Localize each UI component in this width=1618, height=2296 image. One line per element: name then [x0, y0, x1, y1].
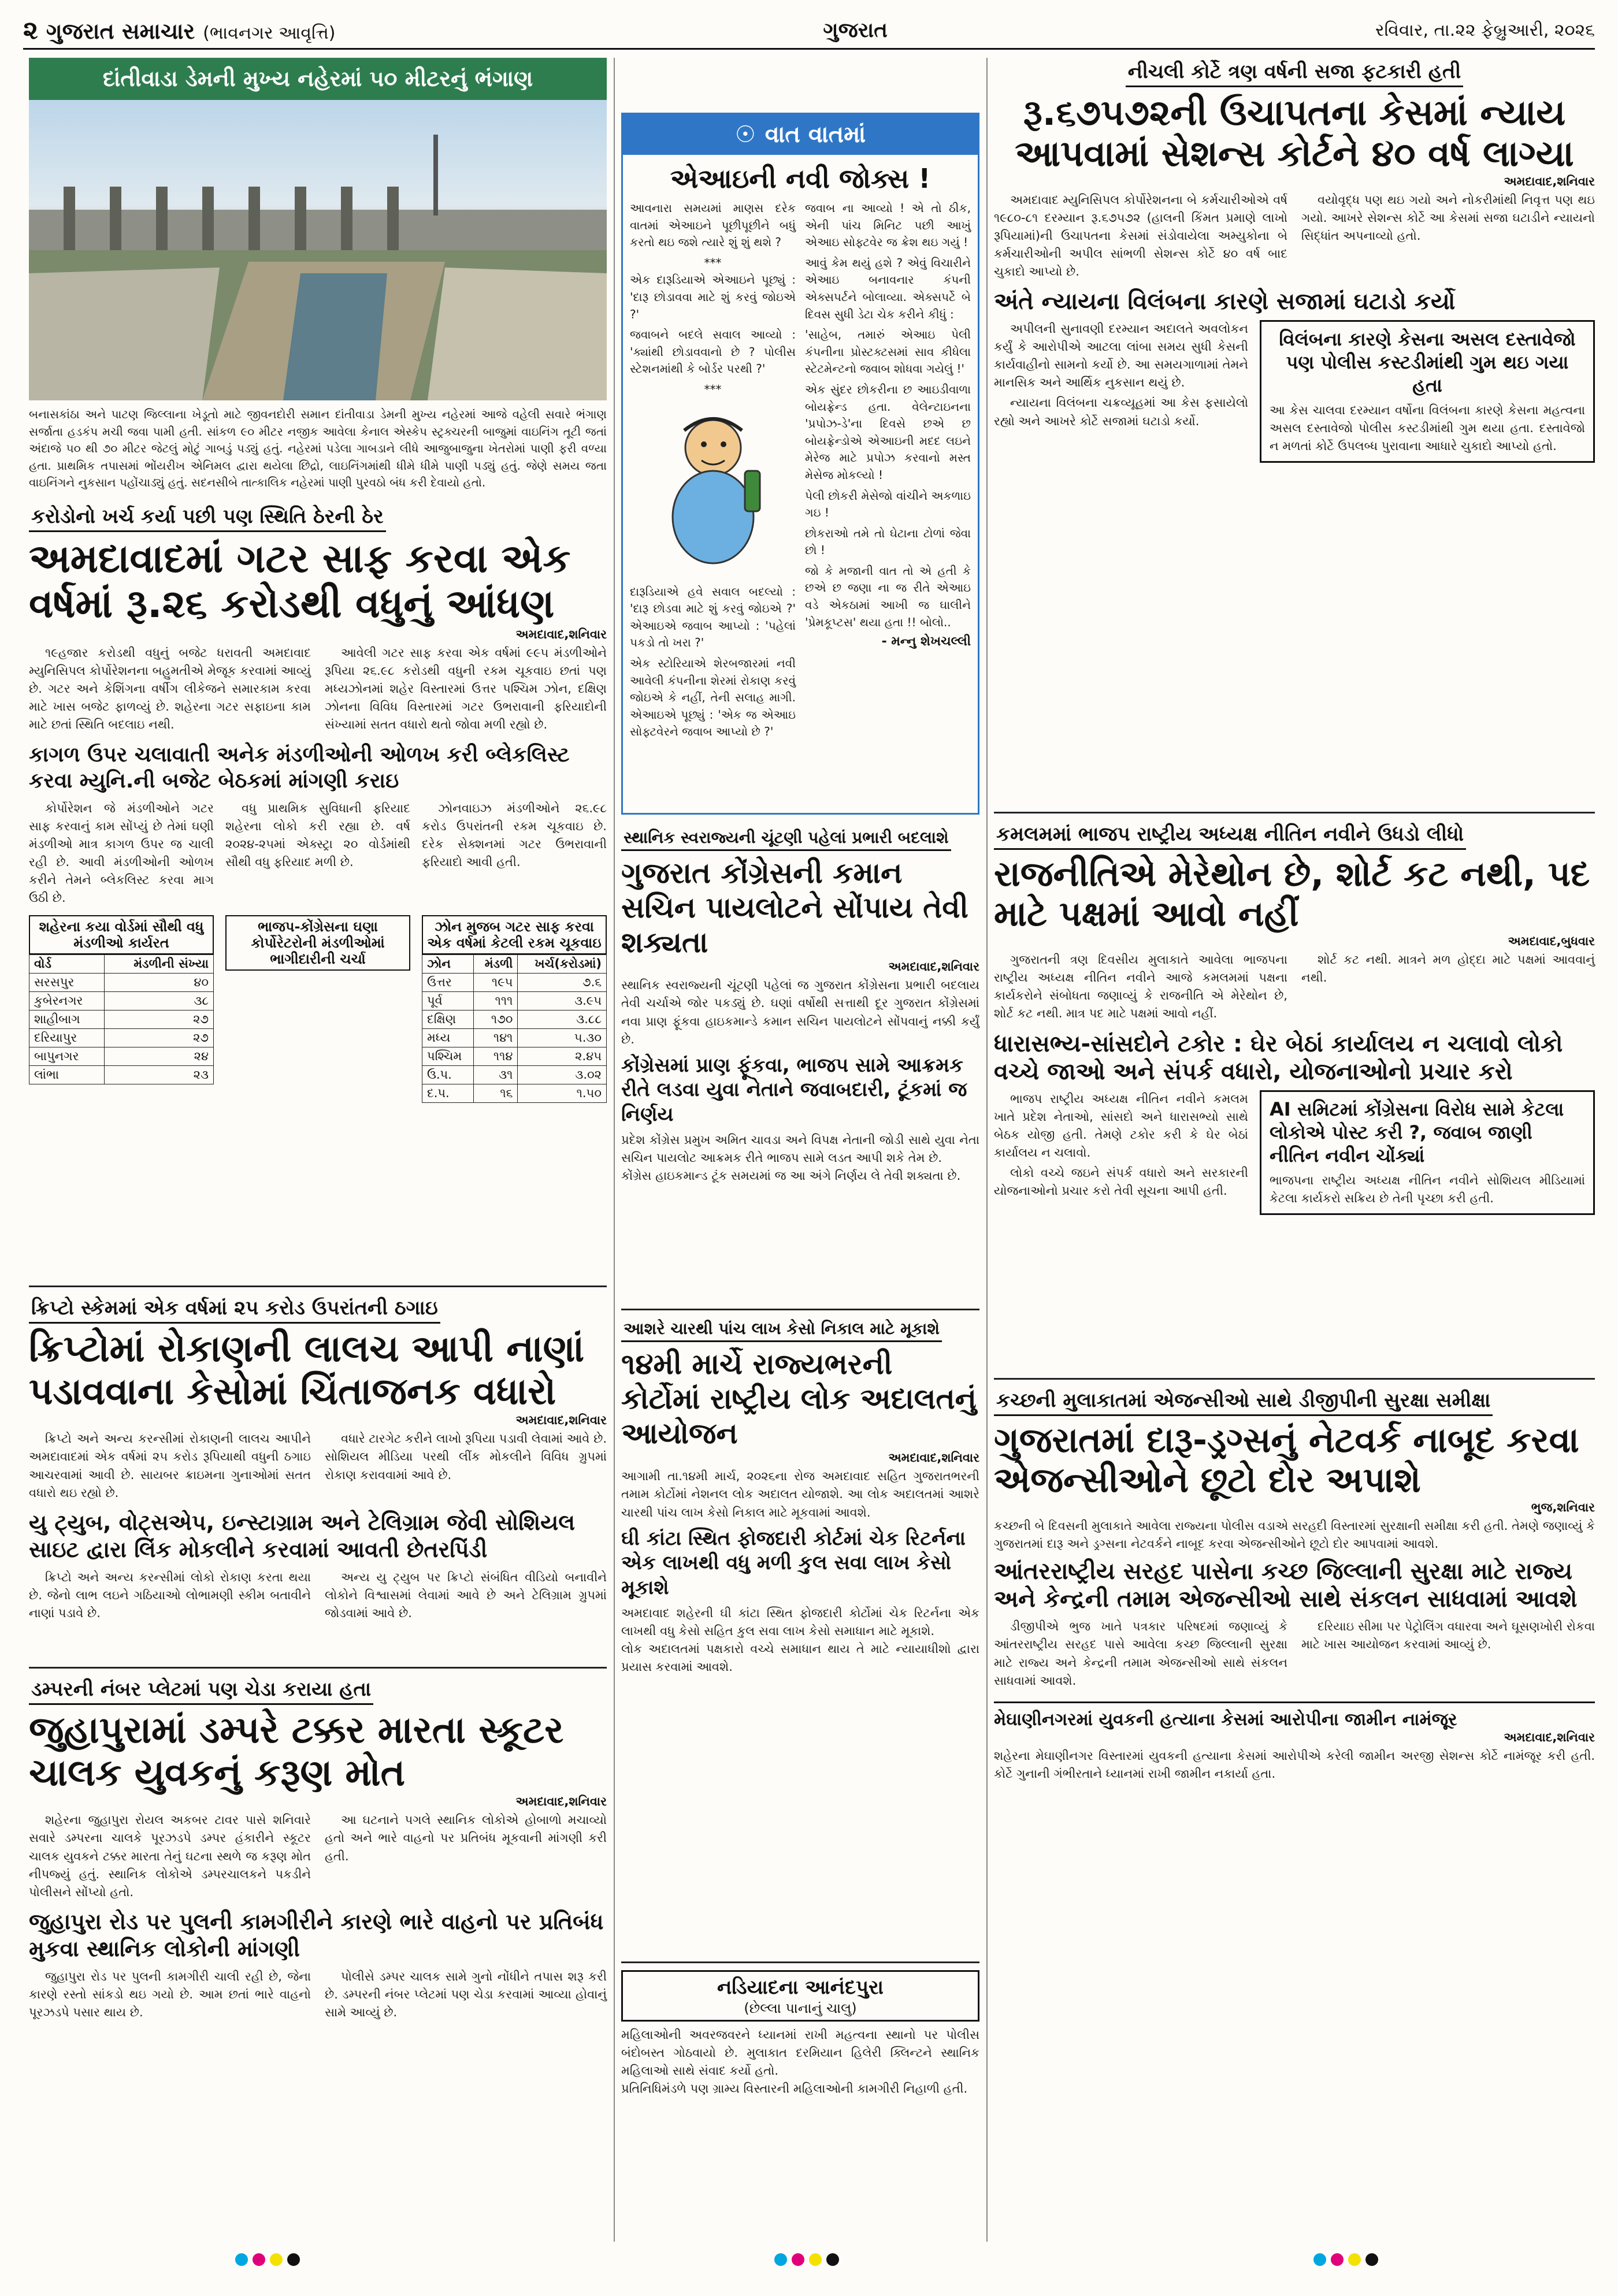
- story-paragraph: ભાજપ રાષ્ટ્રીય અધ્યક્ષ નીતિન નવીને કમલમ ખાતે પ્રદેશ નેતાઓ, સાંસદો અને ધારાસભ્યો સાથે બેઠક યોજી હતી. તેમણે ટકોર કરી કે ઘેર બેઠાં કાર્યાલય ન ચલાવો.: [994, 1091, 1248, 1160]
- story-paragraph: અમદાવાદ શહેરની ઘી કાંટા સ્થિત ફોજદારી કોર્ટોમાં ચેક રિટર્નના એક લાખથી વધુ કેસો સહિત કુલ સવા લાખ કેસો સમાધાન માટે મૂકાશે.: [621, 1606, 979, 1639]
- table-row: [29, 974, 214, 992]
- note-title: ભાજપ-કોંગ્રેસના ઘણા કોર્પોરેટરોની મંડળીઓમાં ભાગીદારીની ચર્ચા: [225, 915, 410, 971]
- vaat-col-right: [805, 200, 971, 741]
- table-row: [422, 1047, 607, 1066]
- story-crypto: [29, 1294, 607, 1625]
- vaat-para: એક સુંદર છોકરીના છ આઇડીવાળા બોયફ્રેન્ડ હતા. વેલેન્ટાઇનના 'પ્રપોઝ-ડે'ના દિવસે છએ છ બોયફ્રેન્ડોએ એઆઇની મદદ લઇને મેરેજ માટે પ્રપોઝ કરવાનો મસ્ત મેસેજ મોકલ્યો !: [805, 382, 971, 482]
- table-row: [422, 992, 607, 1010]
- story-paragraph: અપીલની સુનાવણી દરમ્યાન અદાલતે અવલોકન કર્યું કે આરોપીએ આટલા લાંબા સમય સુધી કેસની કાર્યવાહીનો સામનો કર્યો છે. આ સમયગાળામાં તેમને માનસિક અને આર્થિક નુકસાન થયું છે.: [994, 322, 1248, 390]
- column-rule: [986, 58, 988, 2242]
- story-paragraph: મહિલાઓની અવરજવરને ધ્યાનમાં રાખી મહત્વના સ્થાનો પર પોલીસ બંદોબસ્ત ગોઠવાયો છે. મુલાકાત દરમિયાન હિલેરી ક્લિન્ટને સ્થાનિક મહિલાઓ સાથે સંવાદ કર્યો હતો.: [621, 2027, 979, 2078]
- story-paragraph: આવેલી ગટર સાફ કરવા એક વર્ષમાં ૯૯૫ મંડળીઓને રૂપિયા ૨૬.૯૮ કરોડથી વધુની રકમ ચૂકવાઇ છતાં પણ મધ્યઝોનમાં શહેર વિસ્તારમાં ઉત્તર પશ્ચિમ ઝોન, દક્ષિણ ઝોનના વિવિધ વિસ્તારમાં ગટર ઉભરાવાની ફરિયાદોની સંખ્યામાં સતત વધારો થતો જોવા મળી રહ્યો છે.: [325, 645, 607, 731]
- story-kicker: નીચલી કોર્ટે ત્રણ વર્ષની સજા ફટકારી હતી: [1126, 58, 1464, 87]
- black-dot-icon: [1365, 2253, 1378, 2266]
- story-subhead: યુ ટ્યુબ, વોટ્સએપ, ઇન્સ્ટાગ્રામ અને ટેલિગ્રામ જેવી સોશિયલ સાઇટ દ્વારા લિંક મોકલીને કરવામાં આવતી છેતરપિંડી: [29, 1509, 575, 1563]
- photo-caption: બનાસકાંઠા અને પાટણ જિલ્લાના ખેડૂતો માટે જીવનદોરી સમાન દાંતીવાડા ડેમની મુખ્ય નહેરમાં આજે વહેલી સવારે ભંગાણ સર્જાતા હડકંપ મચી જવા પામી હતી. સાંકળ ૯૦ મીટર નજીક આવેલા કેનાલ એસ્કેપ સ્ટ્રક્ચરની બાજુમાં વાઇનિંગ તૂટી જતાં અંદાજે ૫૦ થી ૭૦ મીટર જેટલું મોટું ગાબડું પડ્યું હતું. નહેરમાં પડેલા ગાબડાને લીધે આજુબાજુના ખેતરોમાં પાણી ફરી વળ્યા હતા. પ્રાથમિક તપાસમાં ભોંયરીખ એનિમલ દ્વારા થયેલા છિદ્રો, લાઇનિંગમાંથી ધીમે ધીમે પાણી પડ્યું હતું. જેણે સમય જતા વાઇનિંગને નુકસાન પહોંચાડ્યું હતું. સદનસીબે તાત્કાલિક નહેરમાં પાણી પુરવઠો બંધ કરી દેવાયો હતો.: [29, 407, 607, 490]
- box-body: ભાજપના રાષ્ટ્રીય અધ્યક્ષ નીતિન નવીને સોશિયલ મીડિયામાં કેટલા કાર્યકરો સક્રિય છે તેની પૃચ્છા કરી હતી.: [1270, 1173, 1585, 1205]
- story-paragraph: વધારે ટારગેટ કરીને લાખો રૂપિયા પડાવી લેવામાં આવે છે. સોશિયલ મીડિયા પરથી લીંક મોકલીને વિવિધ ગ્રુપમાં રોકાણ કરાવવામાં આવે છે.: [325, 1432, 607, 1482]
- table-cell: ૨૪: [105, 1047, 214, 1066]
- table-cell: દક્ષિણ: [422, 1010, 474, 1029]
- story-paragraph: શહેરના જુહાપુરા રોયલ અકબર ટાવર પાસે શનિવારે સવારે ડમ્પરના ચાલકે પૂરઝડપે ડમ્પર હંકારીને સ્કૂટર ચાલક યુવકને ટક્કર મારતા તેનું ઘટના સ્થળે જ કરૂણ મોત નીપજ્યું હતું. સ્થાનિક લોકોએ ડમ્પરચાલકને પકડીને પોલીસને સોંપ્યો હતો.: [29, 1813, 311, 1899]
- table-cell: ૧.૫૦: [518, 1084, 607, 1103]
- story-dateline: અમદાવાદ,શનિવાર: [515, 627, 607, 641]
- story-headline: રૂ.૬૭૫૭૨ની ઉચાપતના કેસમાં ન્યાય આપવામાં સેશન્સ કોર્ટને ૪૦ વર્ષ લાગ્યા: [1015, 91, 1574, 175]
- yellow-dot-icon: [1348, 2253, 1361, 2266]
- table-cell: ૧૧૪: [474, 1047, 518, 1066]
- story-paragraph: પ્રદેશ કોંગ્રેસ પ્રમુખ અમિત ચાવડા અને વિપક્ષ નેતાની જોડી સાથે યુવા નેતા સચિન પાયલોટ આક્રમક રીતે ભાજપ સામે લડત આપી શકે તેમ છે.: [621, 1133, 979, 1165]
- table-cell: સરસપુર: [29, 974, 105, 992]
- court-sidebar-box: [1260, 320, 1595, 463]
- story-ahmedabad: [29, 503, 607, 1103]
- story-headline: રાજનીતિએ મેરેથોન છે, શોર્ટ કટ નથી, પદ માટે પક્ષમાં આવો નહીં: [994, 854, 1590, 935]
- vaat-separator: ***: [704, 382, 722, 396]
- section-divider: [994, 1378, 1595, 1380]
- vaat-para: પેલી છોકરી મેસેજો વાંચીને અકળાઇ ગઇ !: [805, 488, 971, 520]
- vaat-para: દારૂડિયાએ હવે સવાલ બદલ્યો : 'દારૂ છોડવા માટે શું કરવું જોઇએ ?' એઆઇએ જવાબ આપ્યો : 'પહેલાં પકડો તો ખરા ?': [630, 584, 796, 650]
- story-paragraph: અન્ય યુ ટ્યુબ પર ક્રિપ્ટો સંબંધિત વીડિયો બનાવીને લોકોને વિશ્વાસમાં લેવામાં આવે છે અને ટેલિગ્રામ ગ્રુપમાં જોડવામાં આવે છે.: [325, 1570, 607, 1620]
- table-cell: ૧૭૦: [474, 1010, 518, 1029]
- cartoon-illustration: [630, 404, 796, 578]
- story-adalat: [621, 1317, 979, 1676]
- story-dateline: અમદાવાદ,શનિવાર: [888, 1451, 979, 1465]
- table-cell: ૩૧: [474, 1066, 518, 1084]
- magenta-dot-icon: [792, 2253, 804, 2266]
- story-paragraph: પોલીસે ડમ્પર ચાલક સામે ગુનો નોંધીને તપાસ શરૂ કરી છે. ડમ્પરની નંબર પ્લેટમાં પણ ચેડા કરવામાં આવ્યા હોવાનું સામે આવ્યું છે.: [325, 1969, 607, 2019]
- section-name: ગુજરાત: [823, 18, 888, 42]
- photo-banner: દાંતીવાડા ડેમની મુખ્ય નહેરમાં ૫૦ મીટરનું ભંગાણ: [29, 58, 607, 100]
- table-header: ઝોન: [422, 955, 474, 974]
- story-kicker: સ્થાનિક સ્વરાજ્યની ચૂંટણી પહેલાં પ્રભારી બદલાશે: [621, 826, 951, 851]
- section-divider: [29, 1286, 607, 1287]
- section-divider: [621, 1961, 979, 1963]
- story-kicker: કમલમમાં ભાજપ રાષ્ટ્રીય અધ્યક્ષ નીતિન નવીને ઉધડો લીધો: [994, 820, 1466, 850]
- ward-table-block: [29, 915, 214, 1084]
- vaat-signature: - મન્નુ શેખચલ્લી: [881, 634, 971, 649]
- story-dateline: અમદાવાદ,શનિવાર: [1504, 174, 1595, 188]
- table-cell: લાંભા: [29, 1066, 105, 1084]
- table-cell: ૩૮: [105, 992, 214, 1010]
- table-cell: ૨.૪૫: [518, 1047, 607, 1066]
- story-nitin: [994, 820, 1595, 1215]
- story-subhead: જુહાપુરા રોડ પર પુલની કામગીરીને કારણે ભારે વાહનો પર પ્રતિબંધ મુકવા સ્થાનિક લોકોની માંગણી: [29, 1908, 604, 1962]
- story-paragraph: ડીજીપીએ ભુજ ખાતે પત્રકાર પરિષદમાં જણાવ્યું કે આંતરરાષ્ટ્રીય સરહદ પાસે આવેલા કચ્છ જિલ્લાની સુરક્ષા માટે રાજ્ય અને કેન્દ્રની તમામ એજન્સીઓ સાથે સંકલન સાધવામાં આવશે.: [994, 1619, 1287, 1688]
- table-row: [29, 1029, 214, 1047]
- story-paragraph: ૧૯હજાર કરોડથી વધુનું બજેટ ધરાવતી અમદાવાદ મ્યુનિસિપલ કોર્પોરેશનના બહુમતીએ મેજૂક કરવામાં આવ્યું છે. ગટર અને કેશિંગના વર્ષીગ લીકેજને સમારકામ કરવા માટે ખાસ બજેટ ફાળવ્યું છે. શહેરના ગટર સફાઇના કામ માટે છતાં સ્થિતિ બદલાઇ નથી.: [29, 645, 311, 731]
- vaat-para: જો કે મજાની વાત તો એ હતી કે છએ છ જણા ના જ રીતે એઆઇ વડે એકઠામાં આખી જ ઘાલીને 'પ્રેમકૂપ્ટસ' થયા હતા !! બોલો..: [805, 563, 971, 629]
- story-dateline: અમદાવાદ,શનિવાર: [515, 1413, 607, 1428]
- yellow-dot-icon: [809, 2253, 822, 2266]
- color-mark-group: [235, 2253, 305, 2268]
- story-kicker: નડિયાદના આનંદપુરા: [717, 1976, 884, 1999]
- story-subhead: અંતે ન્યાયના વિલંબના કારણે સજામાં ઘટાડો કર્યો: [994, 288, 1456, 315]
- table-cell: ૩.૦૨: [518, 1066, 607, 1084]
- magenta-dot-icon: [253, 2253, 265, 2266]
- section-divider: [621, 1309, 979, 1310]
- cartoon-man-icon: [644, 407, 782, 575]
- table-cell: પશ્ચિમ: [422, 1047, 474, 1066]
- story-kicker: કરોડોનો ખર્ચ કર્યા પછી પણ સ્થિતિ ઠેરની ઠેર: [29, 503, 386, 532]
- table-cell: ઉત્તર: [422, 974, 474, 992]
- story-subhead: કોંગ્રેસમાં પ્રાણ ફૂંકવા, ભાજપ સામે આક્રમક રીતે લડવા યુવા નેતાને જવાબદારી, ટૂંકમાં જ નિર્ણય: [621, 1053, 967, 1126]
- ward-table: [29, 954, 214, 1084]
- cyan-dot-icon: [774, 2253, 787, 2266]
- yellow-dot-icon: [270, 2253, 283, 2266]
- story-subkicker: (છેલ્લા પાનાનું ચાલુ): [744, 2000, 857, 2016]
- zone-table-title: ઝોન મુજબ ગટર સાફ કરવા એક વર્ષમાં કેટલી રકમ ચૂકવાઇ: [422, 915, 607, 954]
- table-row: [422, 974, 607, 992]
- story-headline: અમદાવાદમાં ગટર સાફ કરવા એક વર્ષમાં રૂ.૨૬ કરોડથી વધુનું આંધણ: [29, 536, 571, 627]
- story-kicker: કચ્છની મુલાકાતમાં એજન્સીઓ સાથે ડીજીપીની સુરક્ષા સમીક્ષા: [994, 1387, 1493, 1416]
- story-paragraph: આગામી તા.૧૪મી માર્ચ, ૨૦૨૬ના રોજ અમદાવાદ સહિત ગુજરાતભરની તમામ કોર્ટોમાં નેશનલ લોક અદાલત યોજાશે. આ લોક અદાલતમાં આશરે ચારથી પાંચ લાખ કેસો નિકાલ માટે મૂકવામાં આવશે.: [621, 1469, 979, 1519]
- story-paragraph: સ્થાનિક સ્વરાજ્યની ચૂંટણી પહેલાં જ ગુજરાત કોંગ્રેસના પ્રભારી બદલાય તેવી ચર્ચાએ જોર પકડ્યું છે. ઘણાં વર્ષોથી સત્તાથી દૂર ગુજરાત કોંગ્રેસમાં નવા પ્રાણ ફૂંકવા હાઇકમાન્ડે કમાન સચિન પાયલોટને સોંપવાનું નક્કી કર્યું છે.: [621, 978, 979, 1046]
- table-row: [422, 1010, 607, 1029]
- vaat-banner: [623, 114, 978, 155]
- dam-illustration: [29, 100, 607, 400]
- table-header: મંડળીની સંખ્યા: [105, 955, 214, 974]
- ward-table-title: શહેરના કયા વોર્ડમાં સૌથી વધુ મંડળીઓ કાર્યરત: [29, 915, 214, 954]
- issue-date: રવિવાર, તા.૨૨ ફેબ્રુઆરી, ૨૦૨૬: [1375, 20, 1595, 40]
- story-paragraph: ગુજરાતની ત્રણ દિવસીય મુલાકાતે આવેલા ભાજપના રાષ્ટ્રીય અધ્યક્ષ નીતિન નવીને આજે કમલમમાં પક્ષના કાર્યકરોને સંબોધતા જણાવ્યું કે રાજનીતિ એ મેરેથોન છે, શોર્ટ કટ નથી. માત્ર પદ માટે પક્ષમાં આવો નહીં.: [994, 953, 1287, 1021]
- table-cell: ૨૭: [105, 1029, 214, 1047]
- edition: (ભાવનગર આવૃત્તિ): [203, 23, 336, 43]
- color-mark-group: [1313, 2253, 1383, 2268]
- section-divider: [29, 1667, 607, 1669]
- story-paragraph: ક્રિપ્ટો અને અન્ય કરન્સીમાં રોકાણની લાલચ આપીને અમદાવાદમાં એક વર્ષમાં ૨૫ કરોડ રૂપિયાથી વધુની ઠગાઇ આચરવામાં આવી છે. સાયબર ક્રાઇમના ગુનાઓમાં સતત વધારો થઇ રહ્યો છે.: [29, 1432, 311, 1500]
- table-cell: ૧૯૫: [474, 974, 518, 992]
- story-paragraph: ઝોનવાઇઝ મંડળીઓને ૨૬.૯૮ કરોડ ઉપરાંતની રકમ ચૂકવાઇ છે. દરેક સેક્શનમાં ગટર ઉભરાવાની ફરિયાદો આવી હતી.: [422, 801, 607, 870]
- table-cell: મધ્ય: [422, 1029, 474, 1047]
- vaat-para: 'સાહેબ, તમારું એઆઇ પેલી કંપનીના પ્રોસ્ટક્ટસમાં સાવ કીધેલા સ્ટેટમેન્ટનો જવાબ શોધવા ગયેલું !': [805, 328, 971, 376]
- vaat-para: છોકરાઓ તમે તો ઘેટાના ટોળાં જેવા છો !: [805, 526, 971, 558]
- cyan-dot-icon: [235, 2253, 248, 2266]
- page-number: ૨: [23, 16, 38, 45]
- table-header: મંડળી: [474, 955, 518, 974]
- story-dateline: ભુજ,શનિવાર: [1531, 1500, 1595, 1515]
- cyan-dot-icon: [1313, 2253, 1326, 2266]
- nadiad-heading-box: [621, 1970, 979, 2022]
- table-cell: ૩.૯૫: [518, 992, 607, 1010]
- table-row: [29, 1066, 214, 1084]
- story-congress: [621, 826, 979, 1185]
- story-paragraph: વધુ પ્રાથમિક સુવિધાની ફરિયાદ શહેરના લોકો કરી રહ્યા છે. વર્ષ ૨૦૨૪-૨૫માં એક્સ્ટ્રા ૨૦ વોર્ડમાંથી સૌથી વધુ ફરિયાદ મળી છે.: [225, 801, 410, 870]
- story-subhead: ધારાસભ્ય-સાંસદોને ટકોર : ઘેર બેઠાં કાર્યાલય ન ચલાવો લોકો વચ્ચે જાઓ અને સંપર્ક વધારો, યોજનાઓનો પ્રચાર કરો: [994, 1030, 1563, 1085]
- story-headline: ગુજરાત કોંગ્રેસની કમાન સચિન પાયલોટને સોંપાય તેવી શક્યતા: [621, 856, 968, 960]
- table-cell: ૨૭: [105, 1010, 214, 1029]
- story-headline: ૧૪મી માર્ચે રાજ્યભરની કોર્ટોમાં રાષ્ટ્રીય લોક અદાલતનું આયોજન: [621, 1347, 977, 1451]
- box-title: વિલંબના કારણે કેસના અસલ દસ્તાવેજો પણ પોલીસ કસ્ટડીમાંથી ગુમ થઇ ગયા હતા: [1279, 328, 1576, 397]
- story-court: [994, 58, 1595, 463]
- story-dateline: અમદાવાદ,શનિવાર: [888, 960, 979, 974]
- table-cell: ઉ.પ.: [422, 1066, 474, 1084]
- speech-bubble-icon: ☉: [734, 121, 756, 148]
- registration-marks: [0, 2253, 1618, 2268]
- story-paragraph: ન્યાયના વિલંબના ચક્રવ્યૂહમાં આ કેસ ફસાયેલો રહ્યો અને આખરે કોર્ટે સજામાં ઘટાડો કર્યો.: [994, 396, 1248, 428]
- section-divider: [994, 812, 1595, 813]
- story-paragraph: જુહાપુરા રોડ પર પુલની કામગીરી ચાલી રહી છે, જેના કારણે રસ્તો સાંકડો થઇ ગયો છે. આમ છતાં ભારે વાહનો પૂરઝડપે પસાર થાય છે.: [29, 1969, 311, 2019]
- table-cell: પૂર્વ: [422, 992, 474, 1010]
- story-juhapura: [29, 1675, 607, 2024]
- table-row: [29, 992, 214, 1010]
- zone-table-block: [422, 915, 607, 1103]
- dam-photo: [29, 100, 607, 400]
- vaat-para: એક દારૂડિયાએ એઆઇને પૂછ્યું : 'દારૂ છોડાવવા માટે શું કરવું જોઇએ ?': [630, 273, 796, 321]
- vaat-para: જવાબ ના આવ્યો ! એ તો ઠીક, એની પાંચ મિનિટ પછી આખું એઆઇ સોફ્ટવેર જ ક્રેશ થઇ ગયું !: [805, 201, 971, 250]
- ai-summit-box: [1260, 1090, 1595, 1215]
- table-cell: ૧૪૧: [474, 1029, 518, 1047]
- story-dateline: અમદાવાદ,શનિવાર: [515, 1795, 607, 1809]
- story-headline: જુહાપુરામાં ડમ્પરે ટક્કર મારતા સ્કૂટર ચાલક યુવકનું કરૂણ મોત: [29, 1709, 564, 1795]
- story-subhead: આંતરરાષ્ટ્રીય સરહદ પાસેના કચ્છ જિલ્લાની સુરક્ષા માટે રાજ્ય અને કેન્દ્રની તમામ એજન્સીઓ સાથે સંકલન સાધવામાં આવશે: [994, 1558, 1578, 1613]
- vaat-separator: ***: [704, 255, 722, 270]
- table-header: વોર્ડ: [29, 955, 105, 974]
- story-paragraph: અમદાવાદ મ્યુનિસિપલ કોર્પોરેશનના બે કર્મચારીઓએ વર્ષ ૧૯૮૦-૮૧ દરમ્યાન રૂ.૬૭૫૭૨ (હાલની કિંમત પ્રમાણે લાખો રૂપિયામાં)ની ઉચાપતના કેસમાં સંડોવાયેલા અમ્યુકોના બે કર્મચારીઓની અપીલ સાંભળી સેશન્સ કોર્ટે ૪૦ વર્ષ બાદ ચુકાદો આપ્યો છે.: [994, 192, 1287, 279]
- vaat-banner-text: વાત વાતમાં: [765, 121, 866, 148]
- table-cell: ૪૦: [105, 974, 214, 992]
- brief-dateline: અમદાવાદ,શનિવાર: [1504, 1730, 1595, 1745]
- meghaninagar-brief: [994, 1701, 1595, 1784]
- story-paragraph: લોકો વચ્ચે જઇને સંપર્ક વધારો અને સરકારની યોજનાઓનો પ્રચાર કરો તેવી સૂચના આપી હતી.: [994, 1165, 1248, 1198]
- page-header: [23, 13, 1595, 50]
- corporator-note: [225, 915, 410, 971]
- vaat-col-left: [630, 200, 796, 741]
- magenta-dot-icon: [1331, 2253, 1344, 2266]
- masthead: ગુજરાત સમાચાર: [46, 18, 195, 44]
- table-cell: ૧૧૧: [474, 992, 518, 1010]
- story-subhead: કાગળ ઉપર ચલાવાતી અનેક મંડળીઓની ઓળખ કરી બ્લેકલિસ્ટ કરવા મ્યુનિ.ની બજેટ બેઠકમાં માંગણી કરાઇ: [29, 742, 570, 793]
- vaat-para: જવાબને બદલે સવાલ આવ્યો : 'ક્યાંથી છોડાવવાનો છે ? પોલીસ સ્ટેશનમાંથી કે બોર્ડર પરથી ?': [630, 328, 796, 376]
- black-dot-icon: [826, 2253, 839, 2266]
- story-paragraph: દરિયાઇ સીમા પર પેટ્રોલિંગ વધારવા અને ઘૂસણખોરી રોકવા માટે ખાસ આયોજન કરવામાં આવ્યું છે.: [1301, 1619, 1595, 1652]
- story-kicker: આશરે ચારથી પાંચ લાખ કેસો નિકાલ માટે મૂકાશે: [621, 1317, 942, 1342]
- vaat-para: આવું કેમ થયું હશે ? એવું વિચારીને એઆઇ બનાવનાર કંપની એક્સપર્ટને બોલાવ્યા. એક્સપર્ટે બે દિવસ સુધી ડેટા ચેક કરીને કીધું :: [805, 255, 971, 321]
- story-paragraph: પ્રતિનિધિમંડળે પણ ગ્રામ્ય વિસ્તારની મહિલાઓની કામગીરી નિહાળી હતી.: [621, 2081, 968, 2096]
- brief-body: શહેરના મેઘાણીનગર વિસ્તારમાં યુવકની હત્યાના કેસમાં આરોપીએ કરેલી જામીન અરજી સેશન્સ કોર્ટે નામંજૂર કરી હતી. કોર્ટે ગુનાની ગંભીરતાને ધ્યાનમાં રાખી જામીન નકાર્યા હતા.: [994, 1749, 1595, 1781]
- story-paragraph: આ ઘટનાને પગલે સ્થાનિક લોકોએ હોબાળો મચાવ્યો હતો અને ભારે વાહનો પર પ્રતિબંધ મૂકવાની માંગણી કરી હતી.: [325, 1813, 607, 1863]
- story-paragraph: ક્રિપ્ટો અને અન્ય કરન્સીમાં લોકો રોકાણ કરતા થયા છે. જેનો લાભ લઇને ગઠિયાઓ લોભામણી સ્કીમ બતાવીને નાણાં પડાવે છે.: [29, 1570, 311, 1620]
- table-cell: શાહીબાગ: [29, 1010, 105, 1029]
- zone-table: [422, 954, 607, 1103]
- table-cell: ૫.૩૦: [518, 1029, 607, 1047]
- table-row: [29, 1047, 214, 1066]
- column-rule: [614, 58, 615, 2242]
- table-cell: ૭.૬: [518, 974, 607, 992]
- table-row: [422, 1084, 607, 1103]
- story-nadiad: [621, 1970, 979, 2098]
- vaat-para: એક સ્ટોરિયાએ શેરબજારમાં નવી આવેલી કંપનીના શેરમાં રોકાણ કરવું જોઇએ કે નહીં, તેની સલાહ માગી. એઆઇએ પૂછ્યું : 'એક જ એઆઇ સોફ્ટવેરને જવાબ આપ્યો છે ?': [630, 656, 796, 739]
- story-kicker: ડમ્પરની નંબર પ્લેટમાં પણ ચેડા કરાયા હતા: [29, 1675, 373, 1705]
- black-dot-icon: [287, 2253, 300, 2266]
- story-headline: ક્રિપ્ટોમાં રોકાણની લાલચ આપી નાણાં પડાવવાના કેસોમાં ચિંતાજનક વધારો: [29, 1328, 585, 1413]
- story-kicker: ક્રિપ્ટો સ્કેમમાં એક વર્ષમાં ૨૫ કરોડ ઉપરાંતની ઠગાઇ: [29, 1294, 440, 1324]
- table-row: [29, 1010, 214, 1029]
- story-paragraph: કોર્પોરેશન જે મંડળીઓને ગટર સાફ કરવાનું કામ સોંપ્યું છે તેમાં ઘણી મંડળીઓ માત્ર કાગળ ઉપર જ ચાલી રહી છે. આવી મંડળીઓની ઓળખ કરીને તેમને બ્લેકલિસ્ટ કરવા માગ ઉઠી છે.: [29, 801, 214, 905]
- story-kutch: [994, 1387, 1595, 1783]
- vaat-para: આવનારા સમયમાં માણસ દરેક વાતમાં એઆઇને પૂછીપૂછીને બધું કરતો થઇ જશે ત્યારે શું શું થશે ?: [630, 201, 796, 250]
- photo-story: [29, 58, 607, 492]
- table-cell: ૧૬: [474, 1084, 518, 1103]
- table-row: [422, 1029, 607, 1047]
- brief-headline: મેઘાણીનગરમાં યુવકની હત્યાના કેસમાં આરોપીના જામીન નામંજૂર: [994, 1709, 1457, 1730]
- box-body: આ કેસ ચાલવા દરમ્યાન વર્ષોના વિલંબના કારણે કેસના મહત્વના અસલ દસ્તાવેજો પોલીસ કસ્ટડીમાંથી ગુમ થયા હતા. દસ્તાવેજો ન મળતાં કોર્ટે ઉપલબ્ધ પુરાવાના આધારે ચુકાદો આપ્યો હતો.: [1270, 403, 1585, 454]
- vaat-title: એઆઇની નવી જોક્સ !: [670, 163, 931, 194]
- story-paragraph: વયોવૃદ્ધ પણ થઇ ગયો અને નોકરીમાંથી નિવૃત્ત પણ થઇ ગયો. આખરે સેશન્સ કોર્ટે આ કેસમાં સજા ઘટાડીને ન્યાયનો સિદ્ધાંત અપનાવ્યો હતો.: [1301, 192, 1595, 243]
- table-header: ખર્ચ(કરોડમાં): [518, 955, 607, 974]
- table-cell: ૨૩: [105, 1066, 214, 1084]
- table-cell: દ.પ.: [422, 1084, 474, 1103]
- table-row: [422, 1066, 607, 1084]
- story-paragraph: કોંગ્રેસ હાઇકમાન્ડ ટૂંક સમયમાં જ આ અંગે નિર્ણય લે તેવી શક્યતા છે.: [621, 1169, 961, 1183]
- color-mark-group: [774, 2253, 844, 2268]
- story-paragraph: શોર્ટ કટ નથી. માત્રને મળ હોદ્દા માટે પક્ષમાં આવવાનું નથી.: [1301, 953, 1595, 985]
- story-dateline: અમદાવાદ,બુધવાર: [1508, 934, 1595, 949]
- table-cell: કુબેરનગર: [29, 992, 105, 1010]
- story-headline: ગુજરાતમાં દારૂ-ડ્રગ્સનું નેટવર્ક નાબૂદ કરવા એજન્સીઓને છૂટો દોર અપાશે: [994, 1420, 1579, 1501]
- box-title: AI સમિટમાં કોંગ્રેસના વિરોધ સામે કેટલા લોકોએ પોસ્ટ કરી ?, જવાબ જાણી નીતિન નવીન ચોંક્યાં: [1270, 1098, 1564, 1166]
- table-cell: દરિયાપુર: [29, 1029, 105, 1047]
- vaat-box: [621, 113, 979, 815]
- story-paragraph: કચ્છની બે દિવસની મુલાકાતે આવેલા રાજ્યના પોલીસ વડાએ સરહદી વિસ્તારમાં સુરક્ષાની સમીક્ષા કરી હતી. તેમણે જણાવ્યું કે ગુજરાતમાં દારૂ અને ડ્રગ્સના નેટવર્કને નાબૂદ કરવા એજન્સીઓને છૂટો દોર આપવામાં આવશે.: [994, 1519, 1595, 1551]
- table-cell: ૩.૮૮: [518, 1010, 607, 1029]
- story-paragraph: લોક અદાલતમાં પક્ષકારો વચ્ચે સમાધાન થાય તે માટે ન્યાયાધીશો દ્વારા પ્રયાસ કરવામાં આવશે.: [621, 1642, 979, 1674]
- table-cell: બાપુનગર: [29, 1047, 105, 1066]
- story-subhead: ઘી કાંટા સ્થિત ફોજદારી કોર્ટમાં ચેક રિટર્નના એક લાખથી વધુ મળી કુલ સવા લાખ કેસો મૂકાશે: [621, 1526, 966, 1599]
